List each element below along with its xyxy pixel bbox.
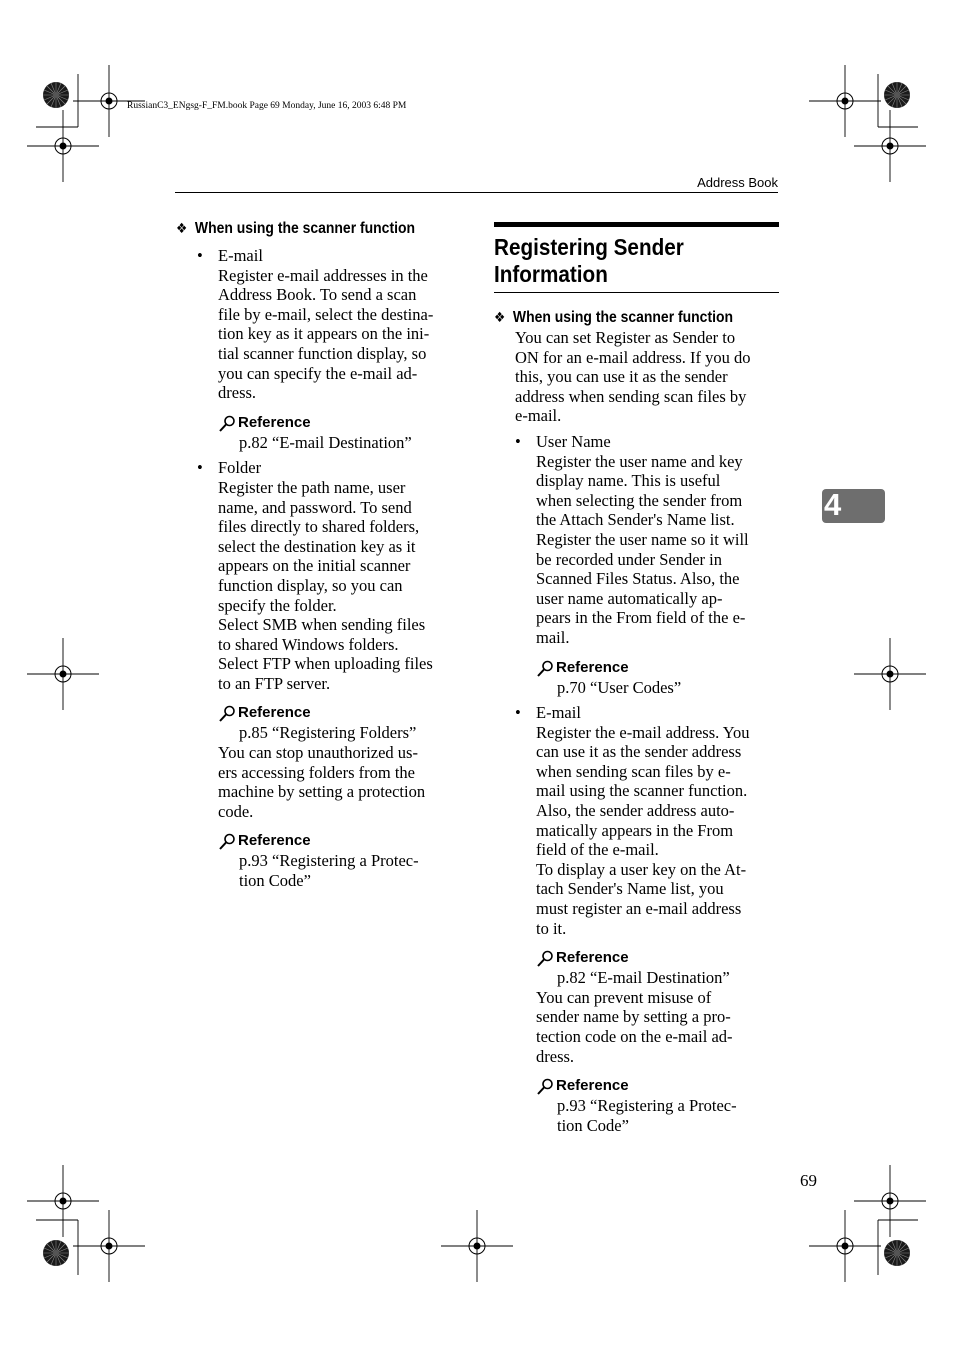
intro-text: You can set Register as Sender to ON for an e-mail address. If you do this, you can use it as the sender address when sending scan files by e-mail. <box>515 328 751 426</box>
section-title: Registering Sender Information <box>494 234 684 287</box>
chapter-tab <box>822 489 885 523</box>
protection-text: You can prevent misuse of sender name by setting a pro- tection code on the e-mail ad- dress. <box>536 987 733 1066</box>
email-bullet-item <box>197 246 461 452</box>
reference-link: p.85 “Registering Folders” <box>239 723 417 743</box>
protection-text: You can stop unauthorized us- ers accessing folders from the machine by setting a protection code. <box>218 743 426 821</box>
bullet-dot: • <box>515 703 521 723</box>
email-bullet-item <box>515 703 779 1135</box>
bullet-text: Register the path name, user name, and password. To send files directly to shared folders, select the destination key as it appears on the initial scanner function display, so you can specify the folder. Select SMB when sending files to shared Windows folders. Select FTP when uploading files to an FTP server. <box>218 477 433 693</box>
left-column <box>176 218 461 891</box>
reference-link: p.93 “Registering a Protec- tion Code” <box>557 1096 737 1135</box>
magnifier-icon <box>536 660 554 678</box>
magnifier-icon <box>218 833 236 851</box>
reference-heading: Reference <box>536 658 779 678</box>
bullet-label: E-mail <box>536 703 581 723</box>
section-title-rule <box>494 292 779 293</box>
running-header: Address Book <box>697 175 778 190</box>
page-number: 69 <box>800 1171 817 1190</box>
reference-heading: Reference <box>536 1076 779 1096</box>
reference-heading: Reference <box>218 703 461 723</box>
bullet-text: Register the user name and key display name. This is useful when selecting the sender from the Attach Sender's Name list. Register the user name so it will be recorded under Sender in Scanned Files Status. Also, the user name automatically ap- pears in the From field of the e- mail. <box>536 451 749 647</box>
bullet-label: Folder <box>218 458 262 478</box>
starburst-mark-icon <box>43 82 69 108</box>
left-subheading: ❖ When using the scanner function <box>176 220 416 237</box>
diamond-bullet-icon: ❖ <box>176 220 188 236</box>
header-rule <box>175 192 778 193</box>
print-info: RussianC3_ENgsg-F_FM.book Page 69 Monday, June 16, 2003 6:48 PM <box>127 101 407 111</box>
right-column <box>494 222 779 1135</box>
folder-bullet-item <box>197 458 461 890</box>
bullet-text: Register e-mail addresses in the Address Book. To send a scan file by e-mail, select the destina- tion key as it appears on the ini- tial scanner function display, so you can specify the e-mail ad- dress. <box>218 265 434 403</box>
reference-link: p.70 “User Codes” <box>557 677 682 697</box>
diamond-bullet-icon: ❖ <box>494 309 506 325</box>
reference-heading: Reference <box>218 413 461 433</box>
reference-heading: Reference <box>536 948 779 968</box>
magnifier-icon <box>218 705 236 723</box>
user-name-bullet-item <box>515 432 779 697</box>
bullet-label: E-mail <box>218 246 263 265</box>
chapter-number: 4 <box>824 487 842 522</box>
magnifier-icon <box>218 415 236 433</box>
magnifier-icon <box>536 1078 554 1096</box>
reference-link: p.93 “Registering a Protec- tion Code” <box>239 851 419 891</box>
reference-link: p.82 “E-mail Destination” <box>239 432 412 452</box>
magnifier-icon <box>536 950 554 968</box>
bullet-dot: • <box>197 458 203 478</box>
reference-heading: Reference <box>218 831 461 851</box>
bullet-label: User Name <box>536 431 611 451</box>
bullet-dot: • <box>197 246 203 265</box>
bullet-dot: • <box>515 431 521 451</box>
right-subheading: ❖ When using the scanner function <box>494 309 734 326</box>
bullet-text: Register the e-mail address. You can use it as the sender address when sending scan files by e- mail using the scanner function. Also, the sender address auto- matically appears in the From field of the e-mail. To display a user key on the At- tach Sender's Name list, you must register an e-mail address to it. <box>536 722 750 938</box>
reference-link: p.82 “E-mail Destination” <box>557 968 730 988</box>
